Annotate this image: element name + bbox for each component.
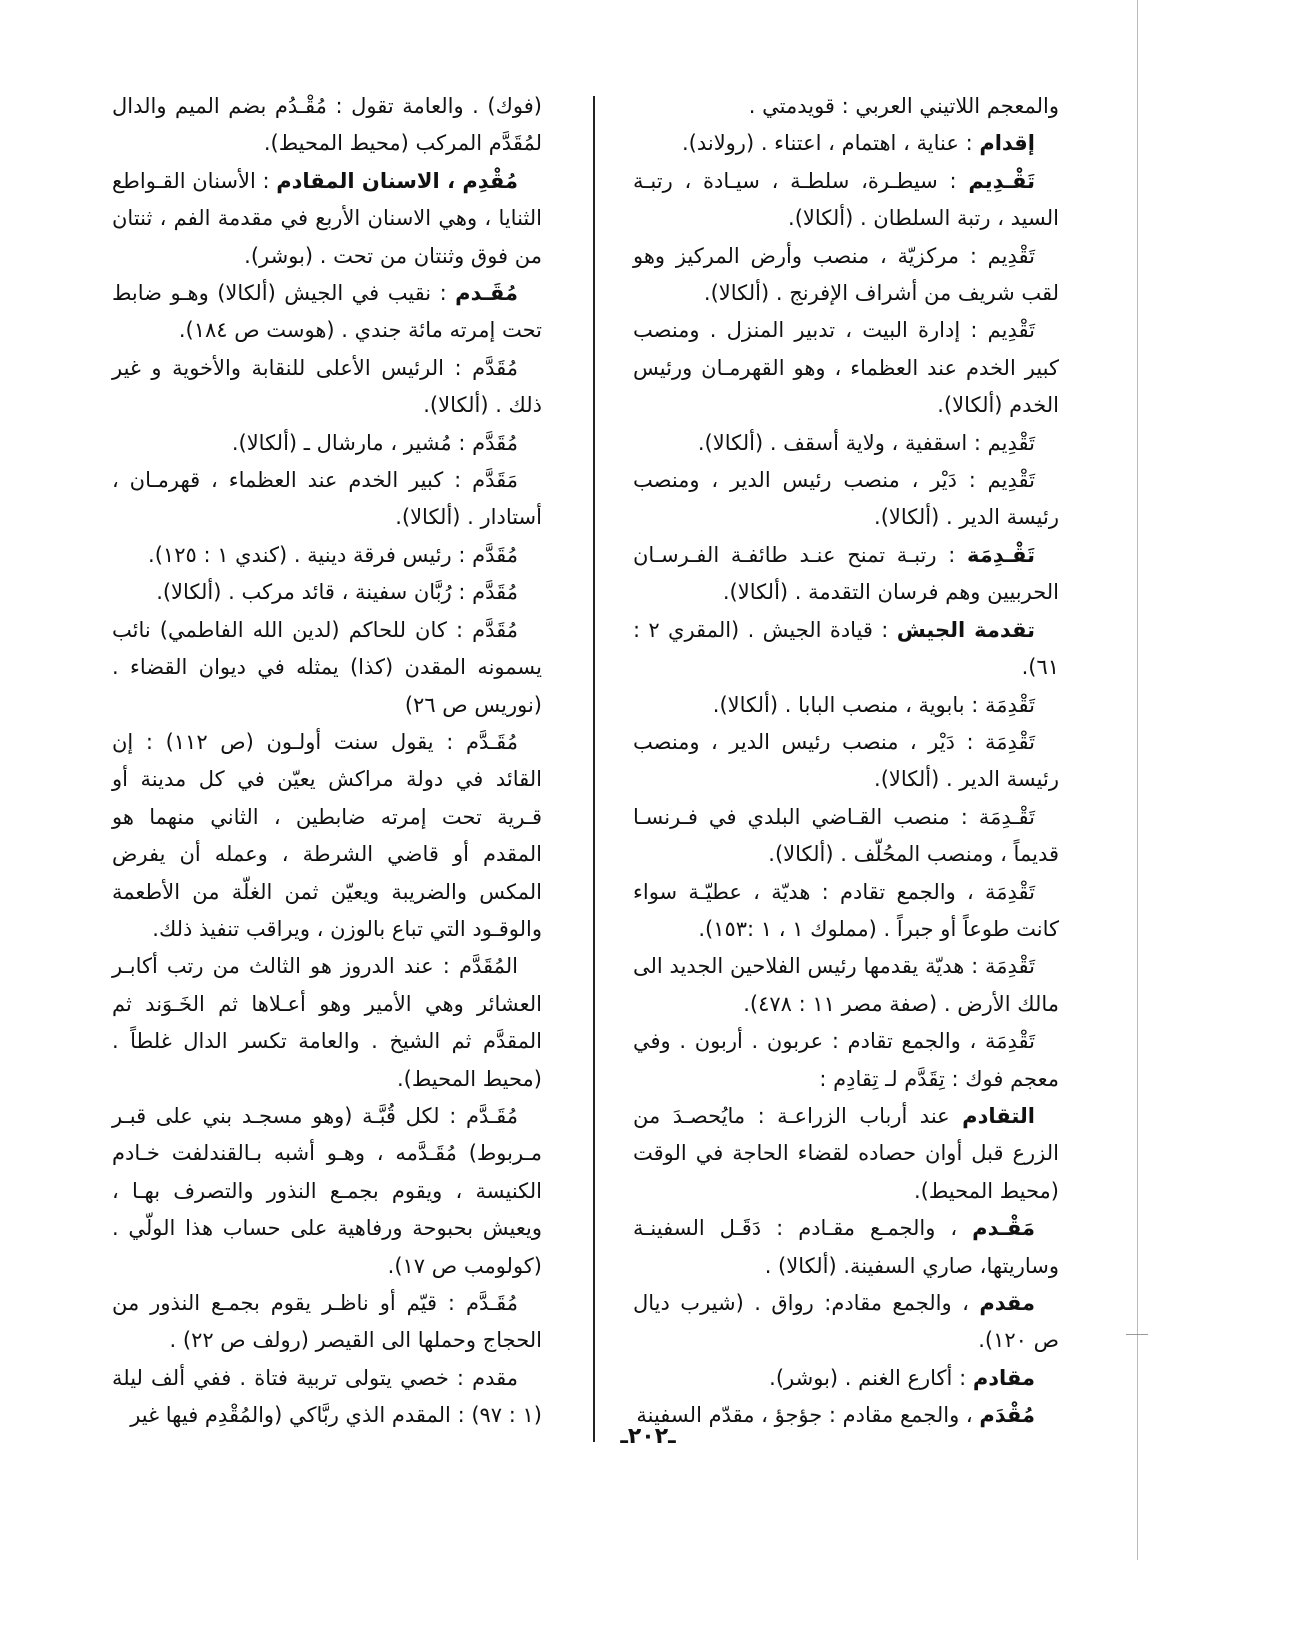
entry: [633, 163, 1059, 238]
entry-text: : عناية ، اهتمام ، اعتناء . (رولاند).: [681, 131, 980, 156]
entry-text: مُقَـدَّم : لكل قُبَّـة (وهو مسجـد بني على قبـر مـربوط) مُقَـدَّمه ، وهـو أشبه بـالقندلفت خـادم الكنيسة ، ويقوم بجمـع النذور والتصرف بهـا ، ويعيش بحبوحة ورفاهية على حساب هذا الولّي . (كولومب ص ١٧).: [112, 1103, 542, 1278]
entry: [633, 537, 1059, 612]
entry-text: : سيطـرة، سلطـة ، سيـادة ، رتبـة السيد ، رتبة السلطان . (ألكالا).: [633, 168, 1059, 231]
entry: [112, 537, 542, 574]
entry: [112, 1285, 542, 1360]
entry-text: مُقَـدَّم : يقول سنت أولـون (ص ١١٢) : إن القائد في دولة مراكش يعيّن في كل مدينة أو قـرية تحت إمرته ضابطين ، الثاني منهما هو المقدم أو قاضي الشرطة ، وعمله أن يفرض المكس والضريبة ويعيّن ثمن الغلّة من الأطعمة والوقـود التي تباع بالوزن ، ويراقب تنفيذ ذلك.: [112, 729, 542, 941]
entry: [633, 1285, 1059, 1360]
entry-text: عند أرباب الزراعـة : مايُحصـدَ من الزرع قبل أوان حصاده لقضاء الحاجة في الوقت (محيط المحيط).: [633, 1103, 1059, 1203]
entry-text: تَقْدِيم : مركزيّة ، منصب وأرض المركيز وهو لقب شريف من أشراف الإفرنج . (ألكالا).: [633, 243, 1059, 306]
entry: [112, 275, 542, 350]
entry: [633, 724, 1059, 799]
entry-text: تَقْدِمَة ، والجمع تقادم : عربون . أربون . وفي معجم فوك : تِقَدَّم لـ تِقادِم :: [633, 1029, 1059, 1091]
headword: مُقَـدم: [455, 281, 518, 306]
entry: [633, 874, 1059, 949]
entry: [633, 1360, 1059, 1397]
entry-text: تَقْدِمَة ، والجمع تقادم : هديّة ، عطيّـة سواء كانت طوعاً أو جبراً . (مملوك ١ ، ١ :١٥٣).: [633, 879, 1059, 941]
entry: [112, 948, 542, 1098]
entry-text: : نقيب في الجيش (ألكالا) وهـو ضابط تحت إمرته مائة جندي . (هوست ص ١٨٤).: [112, 281, 542, 343]
entry-text: تَقْدِيم : اسقفية ، ولاية أسقف . (ألكالا).: [697, 430, 1035, 455]
headword: تَقْـدِيم: [968, 168, 1035, 193]
entry-text: : أكارع الغنم . (بوشر).: [769, 1365, 973, 1390]
entry-text: : الأسنان القـواطع الثنايا ، وهي الاسنان الأربع في مقدمة الفم ، ثنتان من فوق وثنتان من تحت . (بوشر).: [112, 168, 542, 268]
entry: [112, 612, 542, 724]
entry-text: تَقْدِمَة : هديّة يقدمها رئيس الفلاحين الجديد الى مالك الأرض . (صفة مصر ١١ : ٤٧٨).: [633, 954, 1059, 1016]
right-column: [633, 88, 1059, 1435]
entry-text: مُقَـدَّم : قيّم أو ناظـر يقوم بجمـع النذور من الحجاج وحملها الى القيصر (رولف ص ٢٢) .: [112, 1291, 542, 1353]
entry: [112, 88, 542, 163]
entry: [633, 312, 1059, 424]
entry-text: تَقْدِيم : إدارة البيت ، تدبير المنزل . ومنصب كبير الخدم عند العظماء ، وهو القهرمـان ورئيس الخدم (ألكالا).: [633, 318, 1059, 418]
entry: [112, 163, 542, 275]
entry-text: مُقَدَّم : الرئيس الأعلى للنقابة والأخوية و غير ذلك . (ألكالا).: [112, 355, 542, 418]
entry-text: تَقْدِمَة : دَيْر ، منصب رئيس الدير ، ومنصب رئيسة الدير . (ألكالا).: [633, 729, 1059, 792]
left-column: [112, 88, 542, 1435]
entry: [112, 1098, 542, 1285]
entry-text: المُقَدَّم : عند الدروز هو الثالث من رتب أكابـر العشائر وهي الأمير وهو أعـلاها ثم الخَـوَند ثم المقدَّم ثم الشيخ . والعامة تكسر الدال غلطاً . (محيط المحيط).: [112, 954, 542, 1091]
headword: مَقْـدم: [972, 1216, 1035, 1241]
entry: [112, 724, 542, 948]
entry-text: ، والجمع مقادم : جؤجؤ ، مقدّم السفينة: [636, 1403, 980, 1428]
headword: تَقْـدِمَة: [966, 542, 1035, 567]
entry-text: مَقَدَّم : كبير الخدم عند العظماء ، قهرمـان ، أستادار . (ألكالا).: [112, 468, 542, 530]
entry: [112, 425, 542, 462]
entry-text: تَقْـدِمَة : منصب القـاضي البلدي في فـرنسـا قديماً ، ومنصب المحُلّف . (ألكالا).: [633, 804, 1059, 867]
entry-text: (فوك) . والعامة تقول : مُقْـدُم بضم الميم والدال لمُقَدَّم المركب (محيط المحيط).: [112, 94, 542, 156]
headword: مُقْدَم: [979, 1403, 1035, 1428]
headword: إقدام: [979, 131, 1035, 156]
entry: [112, 462, 542, 537]
headword: التقادم: [962, 1103, 1035, 1128]
entry-text: : رتبـة تمنح عنـد طائفـة الفـرسـان الحربيين وهم فرسان التقدمة . (ألكالا).: [633, 542, 1059, 605]
scan-edge-line: [1137, 0, 1138, 1560]
entry: [112, 350, 542, 425]
entry-text: تَقْدِيم : دَيْر ، منصب رئيس الدير ، ومنصب رئيسة الدير . (ألكالا).: [633, 468, 1059, 530]
entry-text: مُقَدَّم : رُبَّان سفينة ، قائد مركب . (ألكالا).: [156, 580, 518, 605]
entry: [633, 799, 1059, 874]
entry: [633, 425, 1059, 462]
entry-text: مُقَدَّم : كان للحاكم (لدين الله الفاطمي) نائب يسمونه المقدن (كذا) يمثله في ديوان القضاء . (نوريس ص ٢٦): [112, 617, 542, 717]
entry: [633, 948, 1059, 1023]
entry-text: تَقْدِمَة : بابوية ، منصب البابا . (ألكالا).: [712, 692, 1035, 717]
page-number: ـ٢٠٢ـ: [620, 1424, 676, 1449]
headword: تقدمة الجيش: [896, 617, 1035, 642]
entry-text: مقدم : خصي يتولى تربية فتاة . ففي ألف ليلة (١ : ٩٧) : المقدم الذي ربَّاكي (والمُقْدِم فيها غير: [112, 1365, 542, 1428]
headword: مقدم: [979, 1291, 1035, 1315]
entry-text: : قيادة الجيش . (المقري ٢ : ٦١).: [633, 617, 1059, 680]
entry-text: مُقَدَّم : رئيس فرقة دينية . (كندي ١ : ١٢٥).: [148, 542, 518, 567]
headword: مقادم: [972, 1365, 1035, 1390]
scan-edge-mark: [1126, 1334, 1148, 1335]
entry: [633, 612, 1059, 687]
entry: [633, 125, 1059, 162]
headword: مُقْدِم ، الاسنان المقادم: [276, 168, 518, 193]
column-divider: [593, 96, 595, 1442]
entry: [633, 687, 1059, 724]
entry: [633, 1210, 1059, 1285]
entry: [633, 88, 1059, 125]
entry: [633, 238, 1059, 313]
entry: [112, 574, 542, 611]
entry-text: ، والجمـع مقـادم : دَقَـل السفينـة وساريتها، صاري السفينة. (ألكالا) .: [633, 1216, 1059, 1278]
entry: [633, 1023, 1059, 1098]
entry-text: والمعجم اللاتيني العربي : قويدمتي .: [748, 94, 1059, 118]
entry: [633, 462, 1059, 537]
entry-text: ، والجمع مقادم: رواق . (شيرب ديال ص ١٢٠).: [633, 1291, 1059, 1353]
entry: [633, 1098, 1059, 1210]
entry-text: مُقَدَّم : مُشير ، مارشال ـ (ألكالا).: [231, 430, 518, 455]
